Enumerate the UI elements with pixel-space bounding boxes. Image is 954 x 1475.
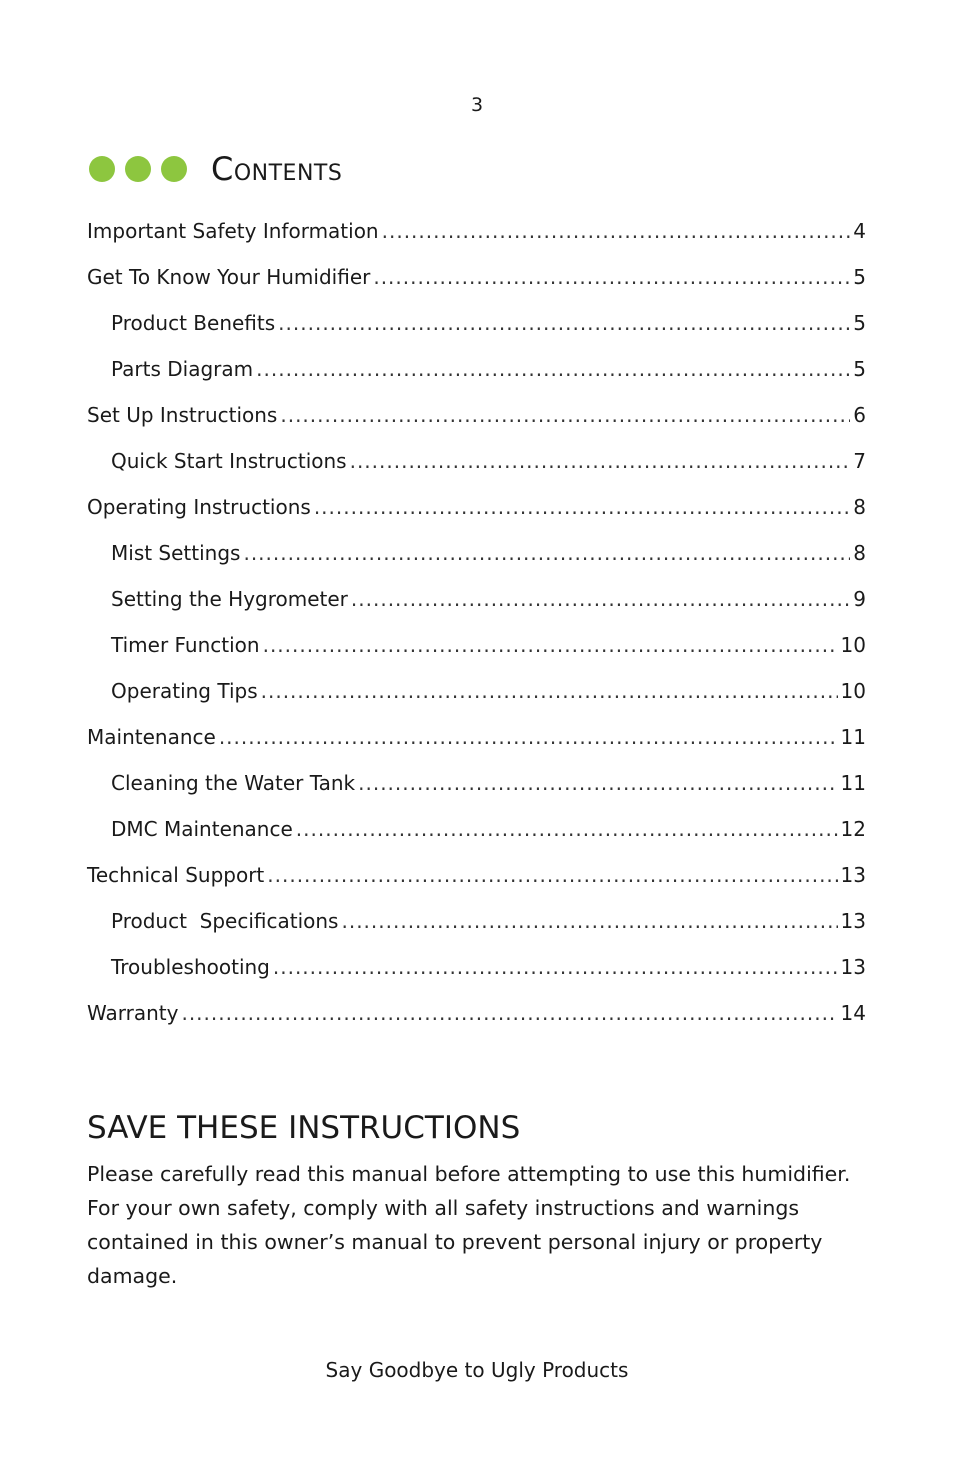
toc-dot-leader [314,492,850,522]
toc-entry-title: Get To Know Your Humidifier [87,265,371,289]
toc-entry-page: 10 [840,633,866,657]
toc-entry-page: 13 [840,955,866,979]
toc-entry-title: Set Up Instructions [87,403,278,427]
toc-entry[interactable] [87,571,866,617]
save-instructions-heading: SAVE THESE INSTRUCTIONS [87,1110,521,1146]
toc-dot-leader [261,676,838,706]
toc-entry-page: 9 [853,587,866,611]
toc-entry-page: 12 [840,817,866,841]
toc-entry[interactable] [87,433,866,479]
toc-dot-leader [358,768,837,798]
toc-entry-page: 14 [840,1001,866,1025]
toc-dot-leader [243,538,850,568]
toc-entry-page: 5 [853,311,866,335]
toc-entry[interactable] [87,939,866,985]
contents-heading [89,150,342,188]
toc-entry-title: Cleaning the Water Tank [111,771,356,795]
toc-entry-page: 8 [853,541,866,565]
toc-dot-leader [181,998,837,1028]
toc-entry-page: 13 [840,909,866,933]
toc-entry-page: 5 [853,265,866,289]
toc-dot-leader [256,354,850,384]
toc-entry-title: Parts Diagram [111,357,254,381]
toc-entry[interactable] [87,663,866,709]
toc-entry[interactable] [87,525,866,571]
green-dot-icon [89,156,115,182]
toc-entry[interactable] [87,203,866,249]
toc-entry-page: 11 [840,725,866,749]
toc-entry-title: Important Safety Information [87,219,379,243]
toc-entry-title: Timer Function [111,633,260,657]
green-dot-icon [125,156,151,182]
toc-entry[interactable] [87,341,866,387]
toc-entry-page: 4 [853,219,866,243]
toc-entry-title: Product Specifications [111,909,339,933]
toc-dot-leader [351,584,850,614]
page-number: 3 [470,94,484,116]
toc-entry-page: 11 [840,771,866,795]
toc-entry[interactable] [87,387,866,433]
footer-tagline: Say Goodbye to Ugly Products [325,1358,629,1382]
toc-entry-title: Technical Support [87,863,265,887]
toc-entry-page: 13 [840,863,866,887]
toc-dot-leader [267,860,837,890]
toc-entry-title: Product Benefits [111,311,276,335]
toc-dot-leader [382,216,851,246]
toc-entry[interactable] [87,893,866,939]
toc-dot-leader [273,952,838,982]
toc-entry-title: DMC Maintenance [111,817,293,841]
toc-dot-leader [350,446,851,476]
toc-entry[interactable] [87,617,866,663]
toc-entry[interactable] [87,295,866,341]
toc-dot-leader [373,262,850,292]
green-dot-icon [161,156,187,182]
toc-entry-title: Operating Tips [111,679,258,703]
contents-title: Contents [211,150,343,188]
table-of-contents [87,203,866,1031]
toc-entry[interactable] [87,249,866,295]
toc-dot-leader [263,630,838,660]
toc-entry[interactable] [87,479,866,525]
toc-dot-leader [296,814,838,844]
toc-entry-title: Operating Instructions [87,495,311,519]
toc-entry[interactable] [87,847,866,893]
save-instructions-body: Please carefully read this manual before attempting to use this humidifier. For your own safety, comply with all safety instructions and warnings contained in this owner’s manual to prevent personal injury or property damage. [87,1162,851,1288]
toc-entry-title: Warranty [87,1001,179,1025]
toc-entry-page: 8 [853,495,866,519]
toc-entry-title: Setting the Hygrometer [111,587,348,611]
toc-entry-page: 7 [853,449,866,473]
toc-entry[interactable] [87,801,866,847]
toc-entry-title: Quick Start Instructions [111,449,347,473]
toc-entry-page: 6 [853,403,866,427]
toc-dot-leader [341,906,837,936]
toc-entry[interactable] [87,985,866,1031]
toc-dot-leader [278,308,850,338]
toc-dot-leader [280,400,850,430]
toc-entry-title: Maintenance [87,725,216,749]
toc-entry[interactable] [87,755,866,801]
toc-entry-page: 5 [853,357,866,381]
toc-entry-title: Mist Settings [111,541,241,565]
toc-entry-page: 10 [840,679,866,703]
toc-dot-leader [219,722,838,752]
toc-entry[interactable] [87,709,866,755]
toc-entry-title: Troubleshooting [111,955,270,979]
